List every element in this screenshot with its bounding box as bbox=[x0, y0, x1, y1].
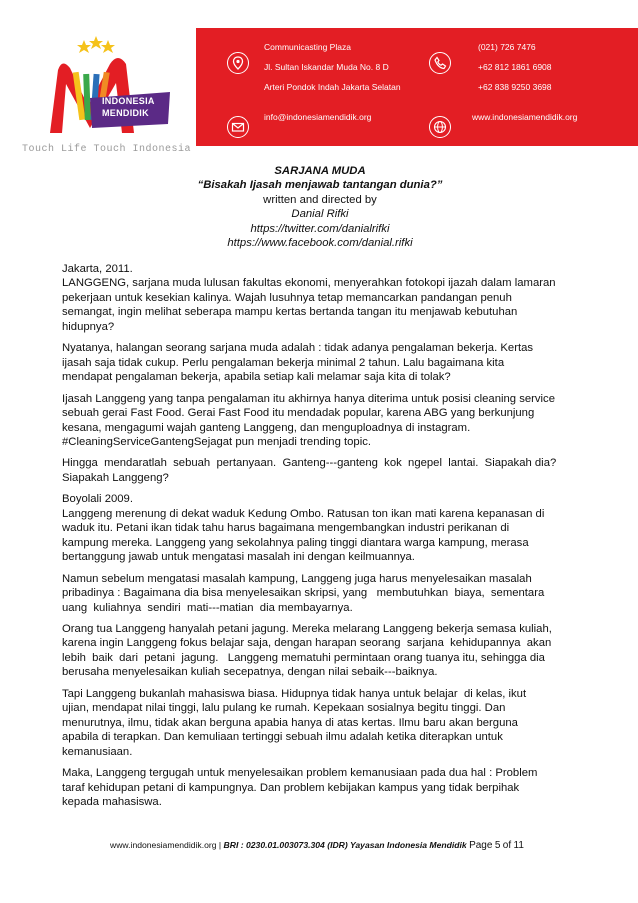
page-number: 5 bbox=[494, 840, 501, 851]
logo-text-line1: INDONESIA bbox=[102, 96, 155, 106]
text-line: kemanusiaan. bbox=[62, 745, 133, 758]
address-line-3: Arteri Pondok Indah Jakarta Selatan bbox=[264, 82, 401, 92]
text-line: lebih baik dari petani jagung. Langgeng mematuhi permintaan orang tuanya itu, sehingga dia bbox=[62, 651, 545, 664]
page-total: 11 bbox=[513, 840, 524, 851]
text-line: Jakarta, 2011. bbox=[62, 263, 133, 275]
text-line: sebuah gerai Fast Food. Gerai Fast Food itu mendadak popular, karena ABG yang berkunjung bbox=[62, 407, 535, 420]
phone-icon bbox=[429, 52, 451, 74]
document-body bbox=[62, 262, 580, 816]
text-line: Boyolali 2009. bbox=[62, 493, 133, 506]
paragraph bbox=[62, 262, 580, 334]
text-line: taraf kehidupan petani di kampungnya. Dan problem kebijakan kampus yang tidak berpihak bbox=[62, 781, 520, 794]
page-footer bbox=[110, 840, 580, 851]
text-line: Nyatanya, halangan seorang sarjana muda adalah : tidak adanya pengalaman bekerja. Kertas bbox=[62, 342, 534, 355]
text-line: pribadinya : Bagaimana dia bisa menyelesaikan skripsi, yang membutuhkan biaya, sementara bbox=[62, 587, 545, 600]
paragraph bbox=[62, 622, 580, 680]
text-line: bertanggung jawab untuk mengatasi masalah ini dengan keilmuannya. bbox=[62, 551, 415, 564]
text-line: Namun sebelum mengatasi masalah kampung, Langgeng juga harus menyelesaikan masalah bbox=[62, 572, 532, 585]
text-line: LANGGENG, sarjana muda lulusan fakultas ekonomi, menyerahkan fotokopi ijazah dalam lamaran bbox=[62, 277, 556, 290]
footer-separator: | bbox=[218, 840, 222, 850]
text-line: Orang tua Langgeng hanyalah petani jagung. Mereka melarang Langgeng bekerja semasa kuliah, bbox=[62, 622, 552, 635]
text-line: Ijasah Langgeng yang tanpa pengalaman itu akhirnya hanya diterima untuk posisi cleaning service bbox=[62, 392, 555, 405]
text-line: kampung mereka. Langgeng yang sekolahnya paling tinggi diantara warga kampung, merasa bbox=[62, 536, 529, 549]
text-line: mendapat pengalaman bekerja, apabila setiap kali melamar saja kita di tolak? bbox=[62, 371, 451, 384]
footer-bank-info: BRI : 0230.01.003073.304 (IDR) Yayasan Indonesia Mendidik bbox=[223, 840, 467, 850]
letterhead bbox=[0, 0, 638, 160]
page-of: of bbox=[502, 840, 512, 851]
text-line: uang kuliahnya sendiri mati---matian dia membayarnya. bbox=[62, 601, 353, 614]
page-label: Page bbox=[469, 840, 493, 851]
text-line: hidupnya? bbox=[62, 320, 115, 333]
footer-website[interactable]: www.indonesiamendidik.org bbox=[110, 840, 217, 850]
twitter-link[interactable]: https://twitter.com/danialrifki bbox=[250, 222, 390, 235]
text-line: Langgeng merenung di dekat waduk Kedung Ombo. Ratusan ton ikan mati karena kepanasan di bbox=[62, 507, 545, 520]
text-line: karena ingin Langgeng fokus belajar saja, dengan harapan seorang sarjana kehidupannya akan bbox=[62, 637, 552, 650]
text-line: ujian, mendapat nilai tinggi, lalu pulang ke rumah. Kepekaan sosialnya begitu tinggi. Dan bbox=[62, 702, 506, 715]
document-title-block bbox=[60, 164, 580, 250]
phone-1: (021) 726 7476 bbox=[478, 42, 536, 52]
phone-2: +62 812 1861 6908 bbox=[478, 62, 552, 72]
text-line: menurutnya, ilmu, tidak akan berguna apabia hanya di atas kertas. Ilmu baru akan berguna bbox=[62, 716, 518, 729]
text-line: waduk itu. Petani ikan tidak tahu harus bagaimana mengembangkan industri perikanan di bbox=[62, 522, 510, 535]
text-line: ijasah saja tidak cukup. Perlu pengalaman bekerja minimal 2 tahun. Lalu bagaimana kita bbox=[62, 356, 505, 369]
text-line: kesana, mengagumi wajah ganteng Langgeng, dan menguploadnya di instagram. bbox=[62, 421, 471, 434]
email-icon bbox=[227, 116, 249, 138]
document-subtitle: “Bisakah Ijasah menjawab tantangan dunia?” bbox=[197, 179, 443, 192]
text-line: Siapakah Langgeng? bbox=[62, 471, 169, 484]
phone-3: +62 838 9250 3698 bbox=[478, 82, 552, 92]
credit-line: written and directed by bbox=[263, 193, 377, 206]
paragraph bbox=[62, 492, 580, 564]
text-line: semangat, ingin melihat seberapa mampu kertas bertanda tangan itu menjawab kebutuhan bbox=[62, 306, 518, 319]
text-line: #CleaningServiceGantengSejagat pun menjadi trending topic. bbox=[62, 435, 371, 448]
address-line-2: Jl. Sultan Iskandar Muda No. 8 D bbox=[264, 62, 389, 72]
tagline: Touch Life Touch Indonesia bbox=[22, 144, 192, 155]
paragraph bbox=[62, 572, 580, 615]
address-line-1: Communicasting Plaza bbox=[264, 42, 351, 52]
text-line: Tapi Langgeng bukanlah mahasiswa biasa. Hidupnya tidak hanya untuk belajar di kelas, ikut bbox=[62, 687, 527, 700]
website-text[interactable]: www.indonesiamendidik.org bbox=[472, 112, 578, 122]
location-icon bbox=[227, 52, 249, 74]
author-name: Danial Rifki bbox=[291, 208, 349, 221]
text-line: kepada mahasiswa. bbox=[62, 795, 162, 808]
paragraph bbox=[62, 687, 580, 759]
logo-text-line2: MENDIDIK bbox=[102, 108, 149, 118]
facebook-link[interactable]: https://www.facebook.com/danial.rifki bbox=[227, 237, 413, 250]
text-line: berusaha menyelesaikan kuliah secepatnya, dengan nilai sebaik---baiknya. bbox=[62, 666, 438, 679]
text-line: Hingga mendaratlah sebuah pertanyaan. Ganteng---ganteng kok ngepel lantai. Siapakah dia? bbox=[62, 457, 557, 470]
email-text[interactable]: info@indonesiamendidik.org bbox=[264, 112, 372, 122]
text-line: Maka, Langgeng tergugah untuk menyelesaikan problem kemanusiaan pada dua hal : Problem bbox=[62, 767, 538, 780]
text-line: apabila di terapkan. Dan kemuliaan tertinggi sebuah ilmu adalah ketika diterapkan untuk bbox=[62, 731, 503, 744]
contact-band bbox=[196, 28, 638, 146]
paragraph bbox=[62, 341, 580, 384]
globe-icon bbox=[429, 116, 451, 138]
paragraph bbox=[62, 456, 580, 485]
text-line: pekerjaan untuk kesekian kalinya. Wajah lusuhnya tetap memancarkan pandangan penuh bbox=[62, 291, 512, 304]
document-heading: SARJANA MUDA bbox=[274, 165, 366, 177]
paragraph bbox=[62, 766, 580, 809]
paragraph bbox=[62, 392, 580, 450]
logo bbox=[18, 28, 208, 148]
logo-emblem-icon bbox=[18, 28, 208, 148]
